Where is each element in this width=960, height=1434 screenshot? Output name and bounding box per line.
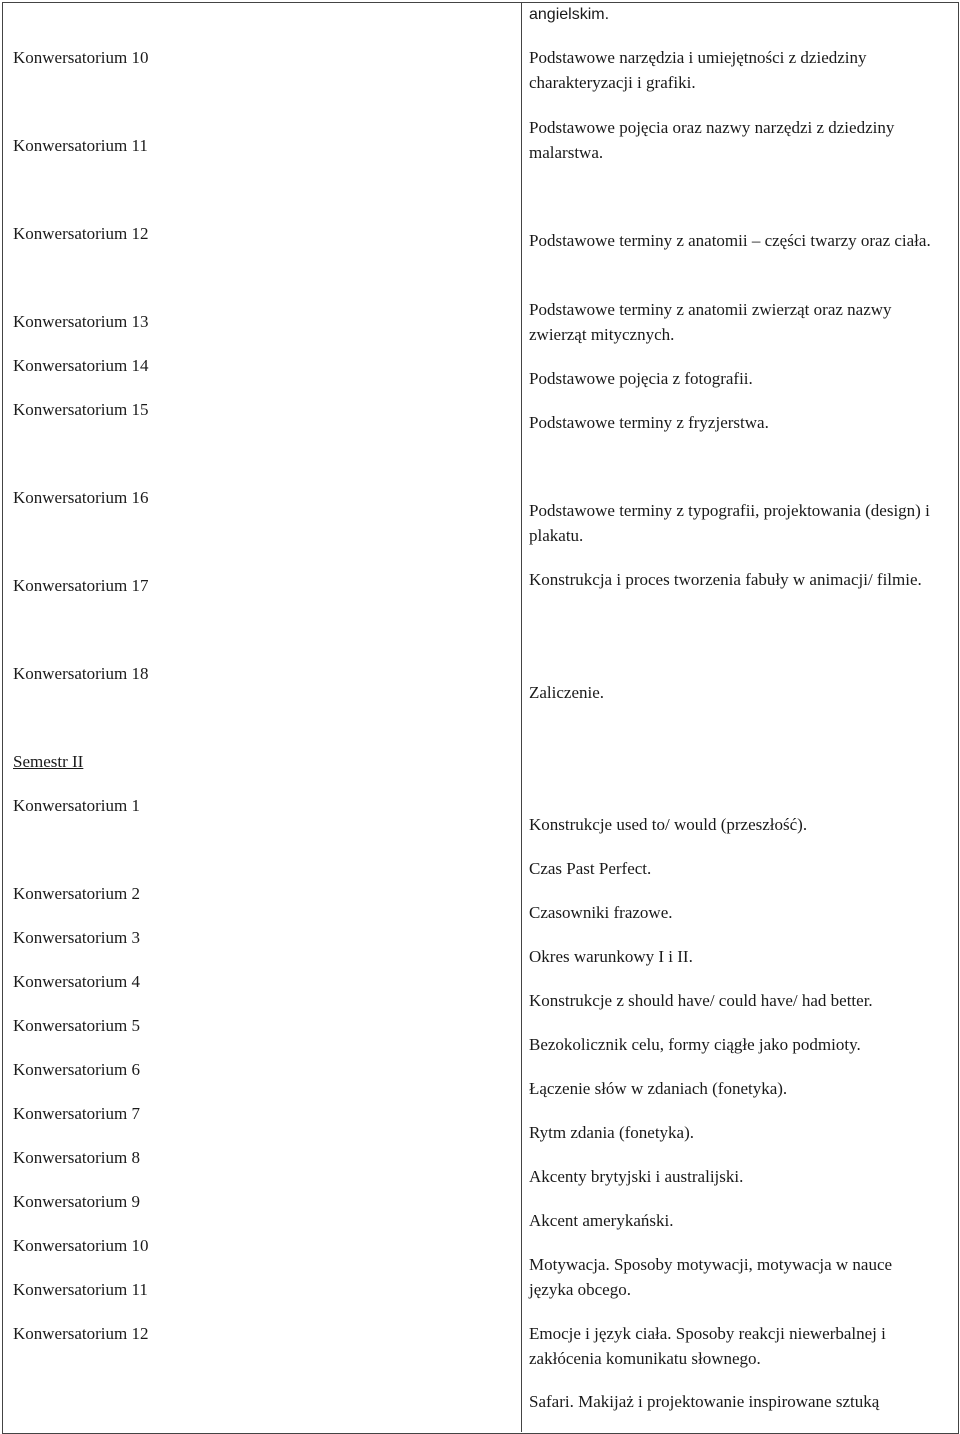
- session-label: Konwersatorium 9: [13, 1192, 141, 1211]
- session-label: Konwersatorium 8: [13, 1148, 141, 1167]
- session-label: Konwersatorium 4: [13, 972, 141, 991]
- column-divider: [521, 2, 522, 1432]
- session-label: Konwersatorium 12: [13, 224, 149, 243]
- session-topic: Podstawowe terminy z fryzjerstwa.: [529, 413, 769, 432]
- session-label: Konwersatorium 13: [13, 312, 149, 331]
- session-label: Konwersatorium 18: [13, 664, 149, 683]
- session-topic: Konstrukcje used to/ would (przeszłość).: [529, 815, 808, 834]
- session-label: Konwersatorium 2: [13, 884, 141, 903]
- session-topic: Akcenty brytyjski i australijski.: [529, 1167, 744, 1186]
- session-label: Konwersatorium 10: [13, 1236, 149, 1255]
- semester-heading: Semestr II: [13, 752, 84, 771]
- session-label: Konwersatorium 12: [13, 1324, 149, 1343]
- session-label: Konwersatorium 7: [13, 1104, 141, 1123]
- session-label: Konwersatorium 16: [13, 488, 149, 507]
- session-topic: Czasowniki frazowe.: [529, 903, 673, 922]
- session-topic: Zaliczenie.: [529, 683, 605, 702]
- session-topic: Czas Past Perfect.: [529, 859, 652, 878]
- session-label: Konwersatorium 10: [13, 48, 149, 67]
- session-topic: Łączenie słów w zdaniach (fonetyka).: [529, 1079, 788, 1098]
- session-topic: Podstawowe terminy z anatomii – części twarzy oraz ciała.: [529, 231, 931, 250]
- session-topic: Konstrukcje z should have/ could have/ had better.: [529, 991, 873, 1010]
- session-label: Konwersatorium 11: [13, 136, 148, 155]
- session-topic: Podstawowe terminy z typografii, projektowania (design) i plakatu.: [529, 501, 930, 545]
- session-topic: Podstawowe narzędzia i umiejętności z dziedziny charakteryzacji i grafiki.: [529, 48, 867, 92]
- session-topic: Okres warunkowy I i II.: [529, 947, 693, 966]
- session-topic: Podstawowe terminy z anatomii zwierząt oraz nazwy zwierząt mitycznych.: [529, 300, 892, 344]
- session-label: Konwersatorium 15: [13, 400, 149, 419]
- carryover-text: angielskim.: [529, 6, 610, 23]
- session-topic: Motywacja. Sposoby motywacji, motywacja w nauce języka obcego.: [529, 1255, 893, 1299]
- session-topic: Konstrukcja i proces tworzenia fabuły w animacji/ filmie.: [529, 570, 922, 589]
- session-label: Konwersatorium 11: [13, 1280, 148, 1299]
- session-label: Konwersatorium 14: [13, 356, 149, 375]
- session-topic: Safari. Makijaż i projektowanie inspirowane sztuką: [529, 1392, 880, 1411]
- session-label: Konwersatorium 5: [13, 1016, 141, 1035]
- session-topic: Podstawowe pojęcia z fotografii.: [529, 369, 753, 388]
- session-label: Konwersatorium 1: [13, 796, 141, 815]
- session-label: Konwersatorium 17: [13, 576, 149, 595]
- session-topic: Rytm zdania (fonetyka).: [529, 1123, 695, 1142]
- session-topic: Podstawowe pojęcia oraz nazwy narzędzi z dziedziny malarstwa.: [529, 118, 895, 162]
- session-label: Konwersatorium 6: [13, 1060, 141, 1079]
- session-topic: Akcent amerykański.: [529, 1211, 674, 1230]
- session-topic: Emocje i język ciała. Sposoby reakcji niewerbalnej i zakłócenia komunikatu słownego.: [529, 1324, 886, 1368]
- session-label: Konwersatorium 3: [13, 928, 141, 947]
- session-topic: Bezokolicznik celu, formy ciągłe jako podmioty.: [529, 1035, 861, 1054]
